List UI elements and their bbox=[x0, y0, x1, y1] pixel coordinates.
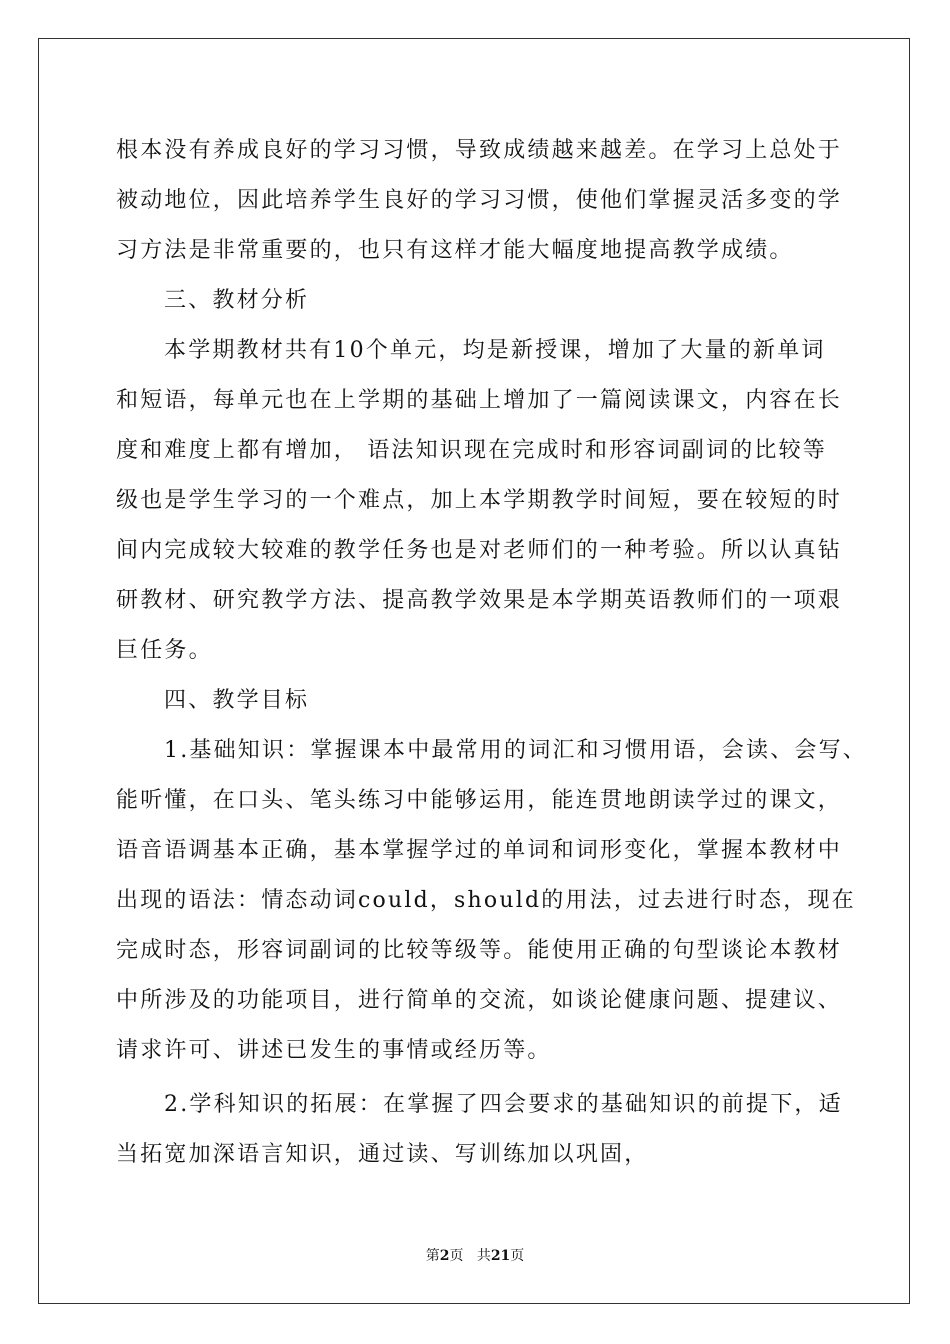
paragraph-line: 2.学科知识的拓展：在掌握了四会要求的基础知识的前提下，适 bbox=[164, 1092, 843, 1117]
paragraph-line: 1.基础知识：掌握课本中最常用的词汇和习惯用语，会读、会写、 bbox=[164, 738, 867, 763]
paragraph-line: 巨任务。 bbox=[116, 638, 213, 663]
page-suffix: 页 bbox=[449, 1248, 464, 1264]
paragraph-line: 和短语，每单元也在上学期的基础上增加了一篇阅读课文，内容在长 bbox=[116, 388, 843, 413]
paragraph-line: 度和难度上都有增加， 语法知识现在完成时和形容词副词的比较等 bbox=[116, 438, 827, 463]
total-pages: 21 bbox=[490, 1248, 511, 1264]
page-prefix: 第 bbox=[425, 1248, 440, 1264]
document-body bbox=[116, 126, 867, 1180]
paragraph-line: 研教材、研究教学方法、提高教学效果是本学期英语教师们的一项艰 bbox=[116, 588, 843, 613]
paragraph-line: 级也是学生学习的一个难点，加上本学期教学时间短，要在较短的时 bbox=[116, 488, 843, 513]
total-prefix: 共 bbox=[476, 1248, 491, 1264]
total-suffix: 页 bbox=[510, 1248, 525, 1264]
paragraph-line: 本学期教材共有10个单元，均是新授课，增加了大量的新单词 bbox=[164, 338, 826, 363]
paragraph-line: 被动地位，因此培养学生良好的学习习惯，使他们掌握灵活多变的学 bbox=[116, 188, 843, 213]
paragraph-line: 根本没有养成良好的学习习惯，导致成绩越来越差。在学习上总处于 bbox=[116, 138, 843, 163]
paragraph-line: 出现的语法：情态动词could，should的用法，过去进行时态，现在 bbox=[116, 888, 856, 913]
paragraph-line: 当拓宽加深语言知识，通过读、写训练加以巩固， bbox=[116, 1142, 649, 1167]
paragraph-line: 习方法是非常重要的，也只有这样才能大幅度地提高教学成绩。 bbox=[116, 238, 794, 263]
page-footer bbox=[0, 1247, 950, 1265]
page-number: 2 bbox=[439, 1248, 450, 1264]
paragraph-line: 能听懂，在口头、笔头练习中能够运用，能连贯地朗读学过的课文， bbox=[116, 788, 843, 813]
paragraph-line: 中所涉及的功能项目，进行简单的交流，如谈论健康问题、提建议、 bbox=[116, 988, 843, 1013]
paragraph-line: 完成时态，形容词副词的比较等级等。能使用正确的句型谈论本教材 bbox=[116, 938, 843, 963]
section-heading-materials: 三、教材分析 bbox=[164, 288, 310, 313]
section-heading-goals: 四、教学目标 bbox=[164, 688, 310, 713]
paragraph-line: 语音语调基本正确，基本掌握学过的单词和词形变化，掌握本教材中 bbox=[116, 838, 843, 863]
paragraph-line: 请求许可、讲述已发生的事情或经历等。 bbox=[116, 1038, 552, 1063]
paragraph-line: 间内完成较大较难的教学任务也是对老师们的一种考验。所以认真钻 bbox=[116, 538, 843, 563]
